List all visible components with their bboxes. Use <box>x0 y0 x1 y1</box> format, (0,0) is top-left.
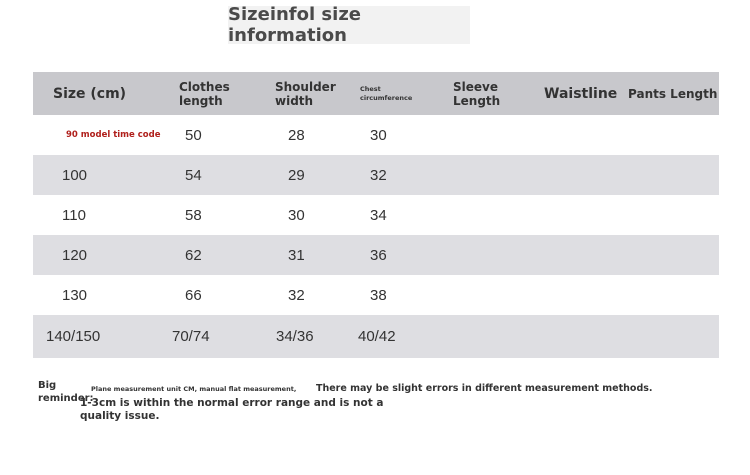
note-error-range: 1-3cm is within the normal error range and is not a quality issue. <box>80 397 384 422</box>
header-size: Size (cm) <box>53 85 127 102</box>
header-sleeve-length: Sleeve Length <box>453 79 501 108</box>
cell-shoulder-width: 32 <box>288 286 305 304</box>
table-row <box>33 115 719 155</box>
table-row <box>33 155 719 195</box>
cell-chest: 34 <box>370 206 387 224</box>
cell-size: 130 <box>62 286 88 304</box>
header-chest-circumference: Chest circumference <box>360 84 413 102</box>
size-table <box>33 72 719 358</box>
table-header-row <box>33 72 719 115</box>
table-row <box>33 235 719 275</box>
reminder-label: Big reminder: <box>38 380 94 404</box>
table-row <box>33 315 719 358</box>
header-shoulder-width: Shoulder width <box>275 79 336 108</box>
cell-clothes-length: 66 <box>185 286 202 304</box>
header-clothes-length: Clothes length <box>179 79 230 108</box>
cell-size: 100 <box>62 166 88 184</box>
cell-shoulder-width: 29 <box>288 166 305 184</box>
cell-shoulder-width: 31 <box>288 246 305 264</box>
cell-clothes-length: 58 <box>185 206 202 224</box>
cell-clothes-length: 62 <box>185 246 202 264</box>
header-pants-length: Pants Length <box>628 86 718 101</box>
page-title: Sizeinfol size information <box>228 4 362 46</box>
cell-size: 140/150 <box>46 328 101 345</box>
table-row <box>33 275 719 315</box>
note-measurement-unit: Plane measurement unit CM, manual flat measurement, <box>91 385 297 393</box>
cell-chest: 36 <box>370 246 387 264</box>
cell-size: 90 model time code <box>66 130 161 140</box>
header-waistline: Waistline <box>544 85 618 102</box>
cell-clothes-length: 50 <box>185 126 202 144</box>
measurement-notes <box>38 379 718 429</box>
note-measurement-errors: There may be slight errors in different measurement methods. <box>316 383 653 394</box>
cell-chest: 32 <box>370 166 387 184</box>
cell-size: 120 <box>62 246 88 264</box>
cell-clothes-length: 54 <box>185 166 202 184</box>
cell-chest: 38 <box>370 286 387 304</box>
cell-shoulder-width: 30 <box>288 206 305 224</box>
cell-clothes-length: 70/74 <box>172 328 210 345</box>
cell-shoulder-width: 28 <box>288 126 305 144</box>
cell-chest: 40/42 <box>358 328 396 345</box>
cell-chest: 30 <box>370 126 387 144</box>
title-banner <box>228 6 470 44</box>
cell-shoulder-width: 34/36 <box>276 328 314 345</box>
cell-size: 110 <box>62 206 86 224</box>
table-row <box>33 195 719 235</box>
